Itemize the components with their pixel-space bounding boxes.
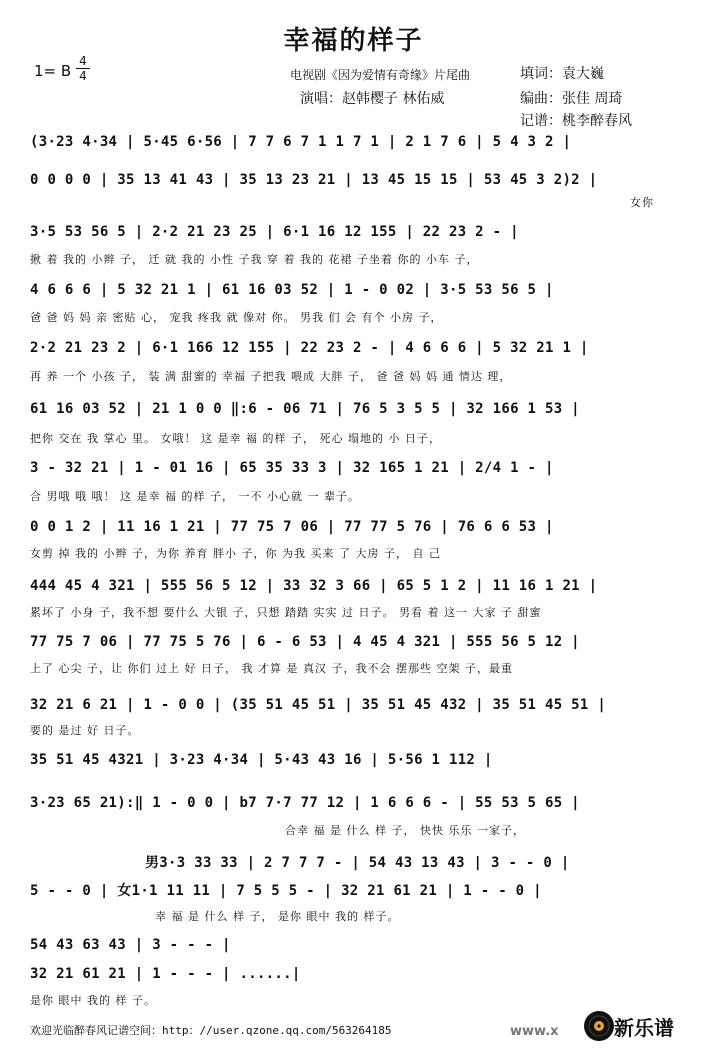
lyrics-row-5: 再 养 一个 小孩 子， 装 满 甜蜜的 幸福 子把我 喂成 大胖 子， 爸 爸 妈 妈 通 情达 理， (30, 370, 512, 383)
lyrics-row-2: 女你 (630, 196, 654, 209)
score-row-5: 2·2 21 23 2 | 6·1 166 12 155 | 22 23 2 - | 4 6 6 6 | 5 32 21 1 | (30, 340, 589, 356)
time-signature (76, 55, 90, 82)
key-signature: 1= B (34, 62, 72, 80)
score-row-17: 32 21 61 21 | 1 - - - | ......| (30, 966, 301, 982)
lyrics-row-9: 累坏了 小身 子，我不想 要什么 大银 子，只想 踏踏 实实 过 日子。 男看 着 这一 大家 子 甜蜜 (30, 606, 542, 619)
score-row-13: 3·23 65 21):‖ 1 - 0 0 | b7 7·7 77 12 | 1 6 6 6 - | 55 53 5 65 | (30, 795, 580, 811)
meter-top: 4 (79, 54, 87, 68)
lyrics-row-13: 合幸 福 是 什么 样 子， 快快 乐乐 一家子， (285, 824, 525, 837)
arranger-credit: 编曲：张佳 周琦 (520, 91, 623, 107)
score-row-3: 3·5 53 56 5 | 2·2 21 23 25 | 6·1 16 12 155 | 22 23 2 - | (30, 224, 519, 240)
score-row-16: 54 43 63 43 | 3 - - - | (30, 937, 231, 953)
score-row-9: 444 45 4 321 | 555 56 5 12 | 33 32 3 66 | 65 5 1 2 | 11 16 1 21 | (30, 578, 598, 594)
lyricist-credit: 填词：袁大巍 (520, 66, 604, 82)
lyrics-row-4: 爸 爸 妈 妈 亲 密贴 心， 宠我 疼我 就 像对 你。 男我 们 会 有个 小房 子， (30, 311, 443, 324)
song-source: 电视剧《因为爱情有奇缘》片尾曲 (290, 68, 471, 82)
logo-text: 新乐谱 (614, 1016, 674, 1040)
score-row-7: 3 - 32 21 | 1 - 01 16 | 65 35 33 3 | 32 165 1 21 | 2/4 1 - | (30, 460, 554, 476)
footer-text: 欢迎光临醉春风记谱空间：http：//user.qzone.qq.com/563264185 (30, 1024, 392, 1037)
watermark-text: www.x (510, 1024, 559, 1039)
score-row-14: 男3·3 33 33 | 2 7 7 7 - | 54 43 13 43 | 3 - - 0 | (145, 855, 570, 871)
lyrics-row-8: 女剪 掉 我的 小辫 子，为你 养育 胖小 子，你 为我 买来 了 大房 子， 自 己 (30, 547, 441, 560)
lyrics-row-17: 是你 眼中 我的 样 子。 (30, 994, 156, 1007)
singers-credit: 演唱：赵韩樱子 林佑威 (300, 91, 445, 107)
lyrics-row-3: 揪 着 我的 小辫 子， 迁 就 我的 小性 子我 穿 着 我的 花裙 子坐着 你的 小车 子， (30, 253, 479, 266)
score-row-4: 4 6 6 6 | 5 32 21 1 | 61 16 03 52 | 1 - 0 02 | 3·5 53 56 5 | (30, 282, 554, 298)
score-row-8: 0 0 1 2 | 11 16 1 21 | 77 75 7 06 | 77 77 5 76 | 76 6 6 53 | (30, 519, 554, 535)
score-row-12: 35 51 45 4321 | 3·23 4·34 | 5·43 43 16 | 5·56 1 112 | (30, 752, 493, 768)
lyrics-row-7: 合 男哦 哦 哦！ 这 是幸 福 的样 子， 一不 小心就 一 辈子。 (30, 490, 360, 503)
lyrics-row-10: 上了 心尖 子，让 你们 过上 好 日子， 我 才算 是 真汉 子，我不会 摆那些 空架 子，最重 (30, 662, 513, 675)
page-title: 幸福的样子 (283, 26, 424, 56)
score-row-10: 77 75 7 06 | 77 75 5 76 | 6 - 6 53 | 4 45 4 321 | 555 56 5 12 | (30, 634, 580, 650)
transcriber-credit: 记谱：桃李醉春风 (520, 113, 632, 129)
score-row-11: 32 21 6 21 | 1 - 0 0 | (35 51 45 51 | 35 51 45 432 | 35 51 45 51 | (30, 697, 607, 713)
score-row-15: 5 - - 0 | 女1·1 11 11 | 7 5 5 5 - | 32 21 61 21 | 1 - - 0 | (30, 883, 542, 899)
vinyl-icon (583, 1010, 615, 1042)
lyrics-row-11: 要的 是过 好 日子。 (30, 724, 140, 737)
lyrics-row-6: 把你 交在 我 掌心 里。 女哦！ 这 是幸 福 的样 子， 死心 塌地的 小 日子， (30, 432, 441, 445)
lyrics-row-15: 幸 福 是 什么 样 子， 是你 眼中 我的 样子。 (155, 910, 400, 923)
score-row-2: 0 0 0 0 | 35 13 41 43 | 35 13 23 21 | 13 45 15 15 | 53 45 3 2)2 | (30, 172, 598, 188)
score-row-6: 61 16 03 52 | 21 1 0 0 ‖:6 - 06 71 | 76 5 3 5 5 | 32 166 1 53 | (30, 401, 580, 417)
meter-bottom: 4 (79, 69, 87, 83)
score-row-1: (3·23 4·34 | 5·45 6·56 | 7 7 6 7 1 1 7 1 | 2 1 7 6 | 5 4 3 2 | (30, 134, 572, 150)
